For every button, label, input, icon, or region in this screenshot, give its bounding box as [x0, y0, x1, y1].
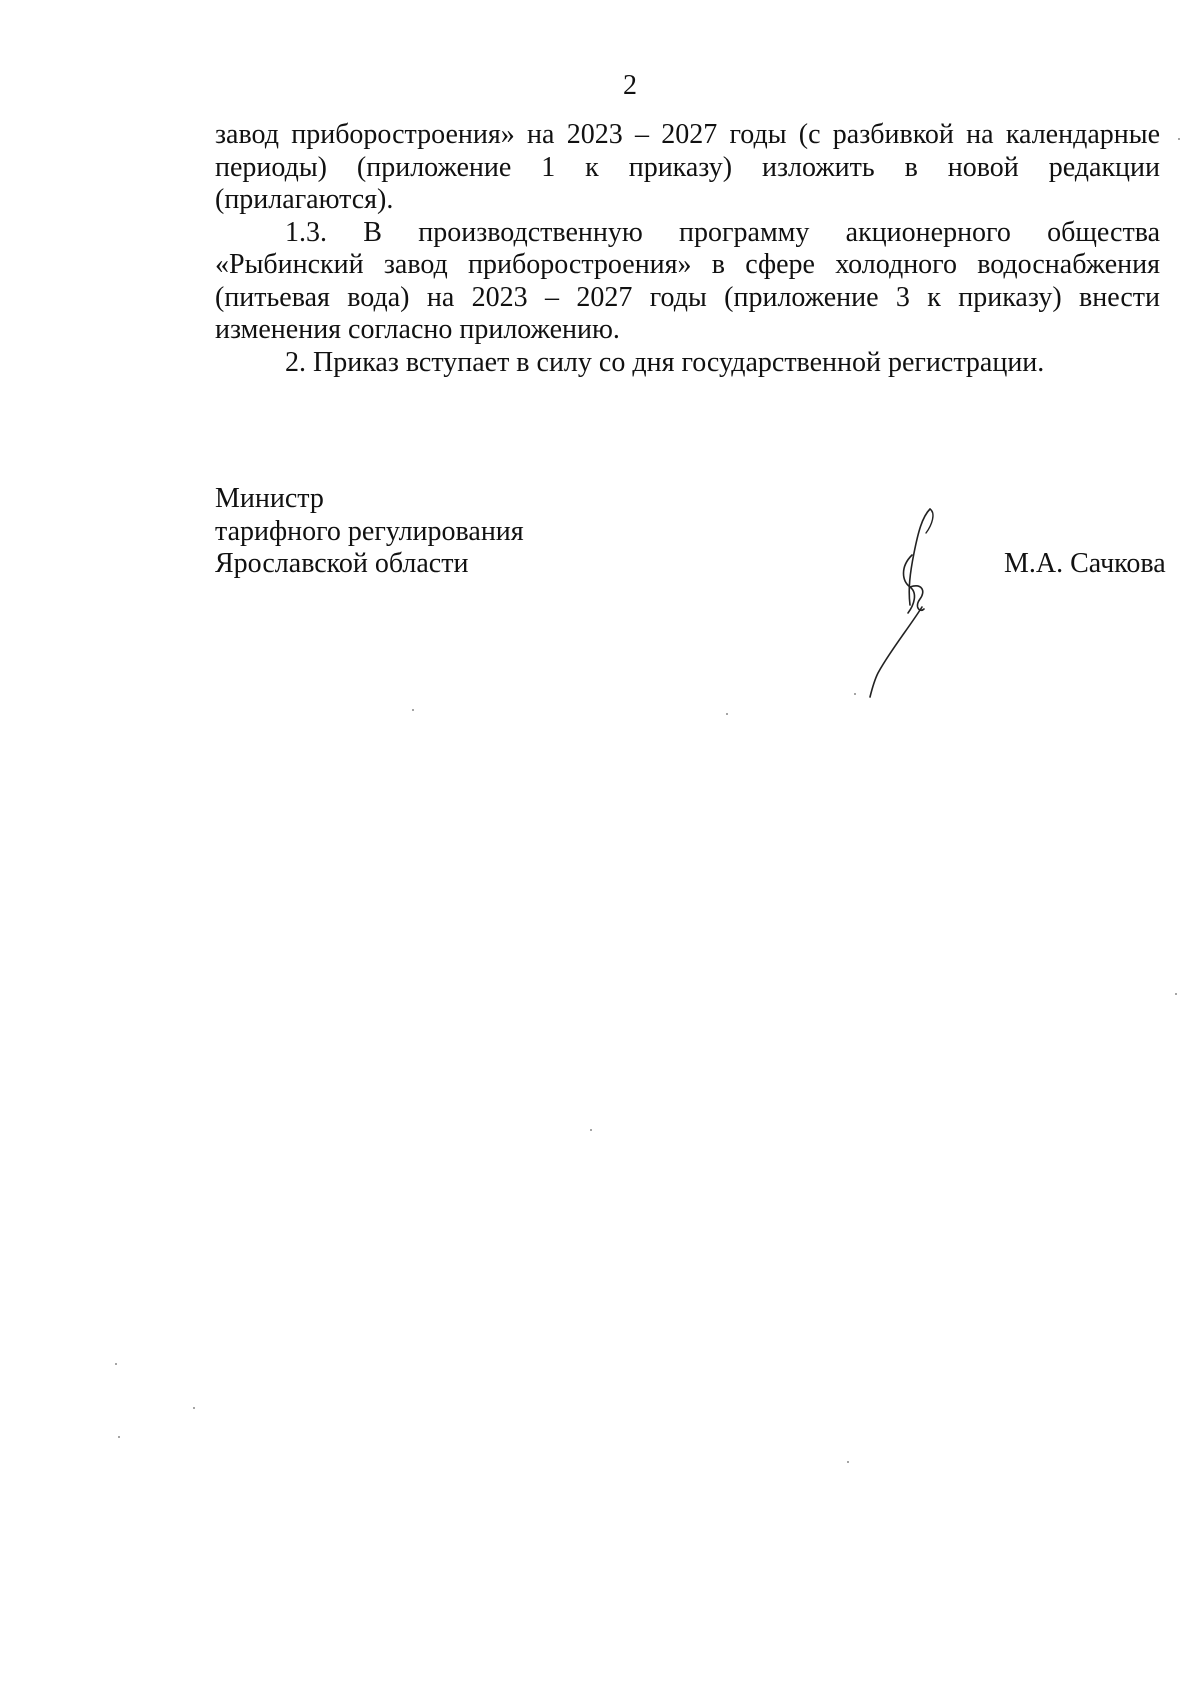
signer-position-line-1: Министр	[215, 483, 324, 514]
scan-speck	[847, 1461, 849, 1463]
scan-speck	[1175, 993, 1177, 995]
scan-speck	[115, 1363, 117, 1365]
scan-speck	[854, 693, 856, 695]
scan-speck	[412, 709, 414, 711]
paragraph-continuation: завод приборостроения» на 2023 – 2027 годы (с разбивкой на календарные периоды) (приложение 1 к приказу) изложить в новой редакции (прилагаются).	[215, 119, 1160, 215]
page-number: 2	[623, 70, 637, 101]
signer-position-line-3: Ярославской области	[215, 548, 469, 579]
paragraph-item-2: 2. Приказ вступает в силу со дня государственной регистрации.	[285, 346, 1045, 378]
scan-speck	[118, 1436, 120, 1438]
scan-speck	[726, 713, 728, 715]
signer-name: М.А. Сачкова	[1004, 548, 1166, 579]
scan-speck	[1178, 138, 1180, 140]
signer-position	[215, 483, 524, 581]
signer-position-line-2: тарифного регулирования	[215, 515, 524, 547]
document-body	[215, 119, 1160, 379]
handwritten-signature	[850, 505, 960, 705]
paragraph-item-1-3: 1.3. В производственную программу акционерного общества «Рыбинский завод приборостроения» в сфере холодного водоснабжения (питьевая вода) на 2023 – 2027 годы (приложение 3 к приказу) внести изменения согласно приложению.	[215, 216, 1160, 345]
scan-speck	[590, 1129, 592, 1131]
scan-speck	[193, 1407, 195, 1409]
